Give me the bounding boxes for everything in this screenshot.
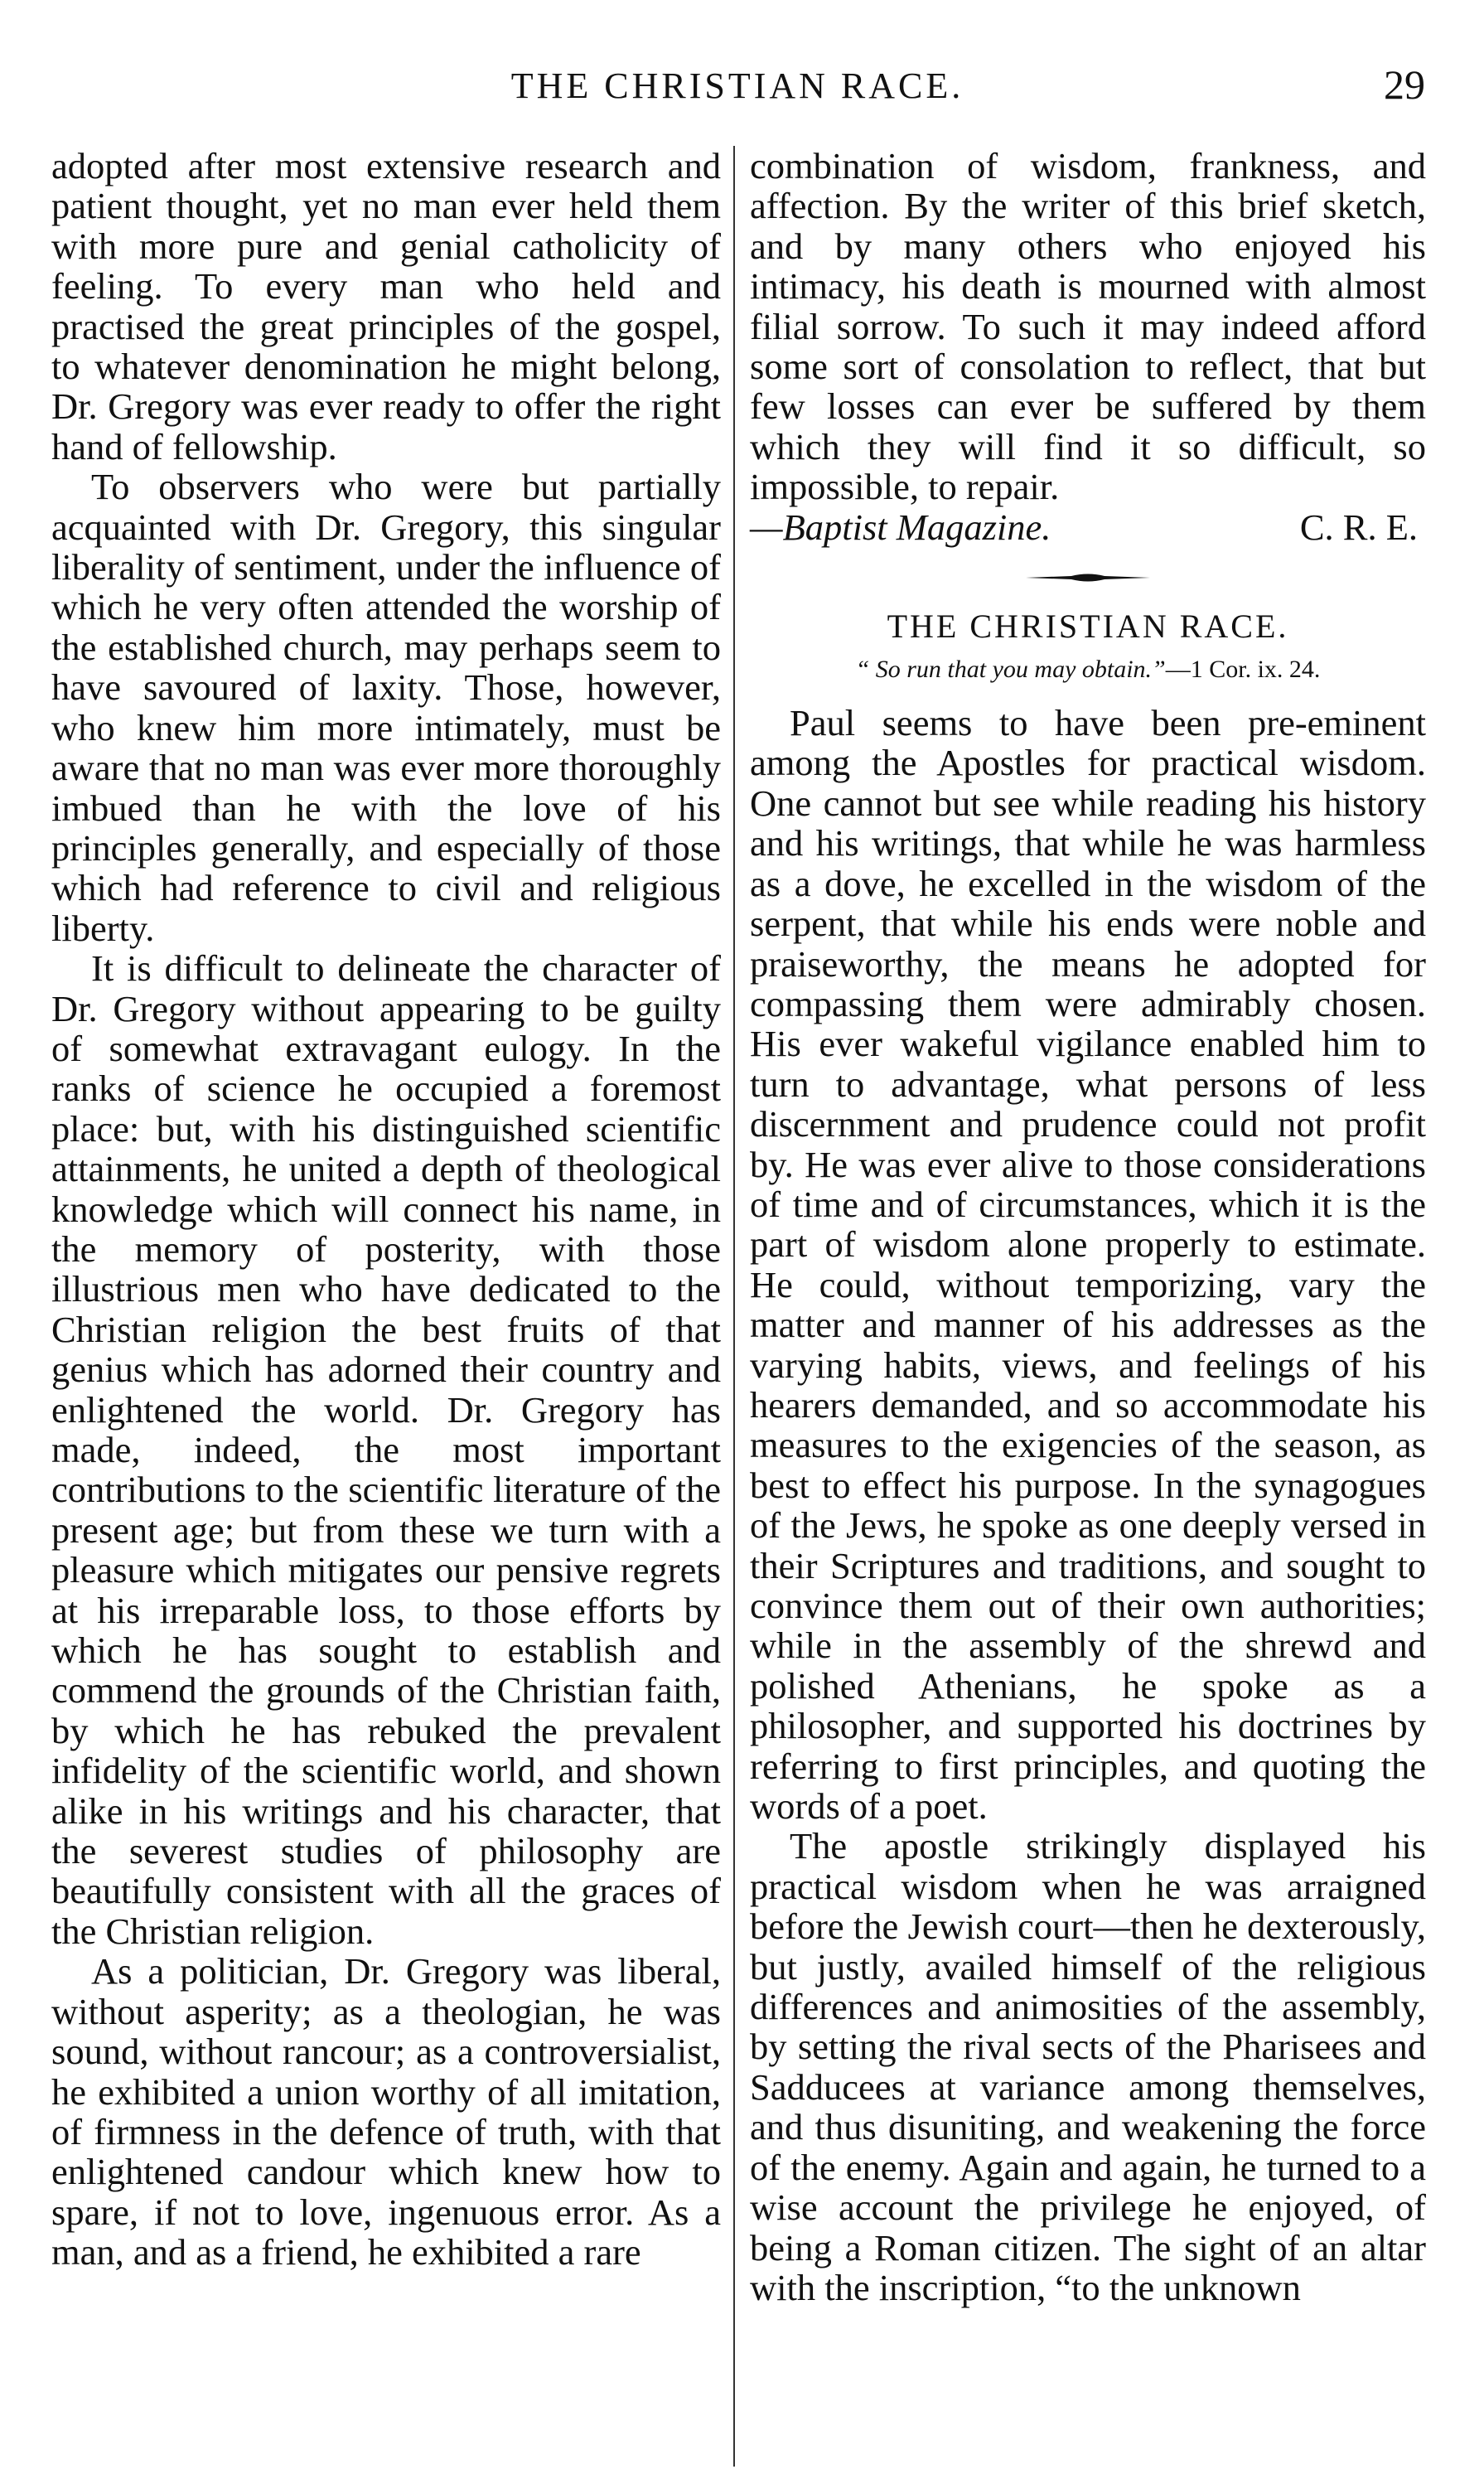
right-column [750,146,1426,2307]
epigraph-quote: “ So run that you may obtain.” [855,656,1166,684]
body-paragraph: It is difficult to delineate the character of Dr. Gregory without appearing to be guilty of somewhat extravagant eulogy. In the ranks of science he occupied a foremost place: but, with his distinguished scientific attainments, he united a depth of theological knowledge which will connect his name, in the memory of posterity, with those illustrious men who have dedicated to the Christian religion the best fruits of that genius which has adorned their country and enlightened the world. Dr. Gregory has made, indeed, the most important contributions to the scientific literature of the present age; but from these we turn with a pleasure which mitigates our pensive regrets at his irreparable loss, to those efforts by which he has sought to establish and commend the grounds of the Christian faith, by which he has rebuked the prevalent infidelity of the scientific world, and shown alike in his writings and his character, that the severest studies of philosophy are beautifully consistent with all the graces of the Christian religion. [51,947,721,1952]
article-signature [750,507,1426,547]
running-head [50,61,1425,119]
author-initials: C. R. E. [1299,506,1418,548]
section-title: THE CHRISTIAN RACE. [887,608,1289,646]
body-paragraph: To observers who were but partially acquainted with Dr. Gregory, this singular liberality of sentiment, under the influence of which he very often attended the worship of the established church, may perhaps seem to have savoured of laxity. Those, however, who knew him more intimately, must be aware that no man was ever more thoroughly imbued than he with the love of his principles generally, and especially of those which had reference to civil and religious liberty. [51,466,721,949]
body-paragraph: adopted after most extensive research and patient thought, yet no man ever held them with more pure and genial catholicity of feeling. To every man who held and practised the great principles of the gospel, to whatever denomination he might belong, Dr. Gregory was ever ready to offer the right hand of fellowship. [51,145,721,467]
body-paragraph: Paul seems to have been pre-eminent among the Apostles for practical wisdom. One cannot but see while reading his history and his writings, that while he was harmless as a dove, he excelled in the wisdom of the serpent, that while his ends were noble and praiseworthy, the means he adopted for compassing them were admirably chosen. His ever wakeful vigilance enabled him to turn to advantage, what persons of less discernment and prudence could not profit by. He was ever alive to those considerations of time and of circumstances, which it is the part of wisdom alone properly to estimate. He could, without temporizing, vary the matter and manner of his addresses as the varying habits, views, and feelings of his hearers demanded, and so accommodate his measures to the exigencies of the season, as best to effect his purpose. In the synagogues of the Jews, he spoke as one deeply versed in their Scriptures and traditions, and sought to convince them out of their own authorities; while in the assembly of the shrewd and polished Athenians, he spoke as a philosopher, and supported his doctrines by referring to first principles, and quoting the words of a poet. [750,702,1426,1828]
body-paragraph: As a politician, Dr. Gregory was liberal, without asperity; as a theologian, he was sound, without rancour; as a controversialist, he exhibited a union worthy of all imitation, of firmness in the defence of truth, with that enlightened candour which knew how to spare, if not to love, ingenuous error. As a man, and as a friend, he exhibited a rare [51,1950,721,2273]
section-ornament [750,572,1426,583]
body-paragraph: The apostle strikingly displayed his practical wisdom when he was arraigned before the Jewish court—then he dexterously, but justly, availed himself of the religious differences and animosities of the assembly, by setting the rival sects of the Pharisees and Sadducees at variance among themselves, and thus disuniting, and weakening the force of the enemy. Again and again, he turned to a wise account the privilege he enjoyed, of being a Roman citizen. The sight of an altar with the inscription, “to the unknown [750,1825,1426,2308]
left-column [51,146,721,2273]
column-divider [733,146,735,2467]
epigraph-reference: —1 Cor. ix. 24. [1165,656,1321,684]
running-title: THE CHRISTIAN RACE. [510,65,964,106]
ornamental-rule-icon [1026,572,1150,583]
continuation-paragraph: combination of wisdom, frankness, and affection. By the writer of this brief sketch, and by many others who enjoyed his intimacy, his death is mourned with almost filial sorrow. To such it may indeed afford some sort of consolation to reflect, that but few losses can ever be suffered by them which they will find it so difficult, so impossible, to repair. [750,145,1426,508]
page-number: 29 [1384,61,1425,108]
source-citation: —Baptist Magazine. [750,506,1051,548]
epigraph [750,651,1426,688]
